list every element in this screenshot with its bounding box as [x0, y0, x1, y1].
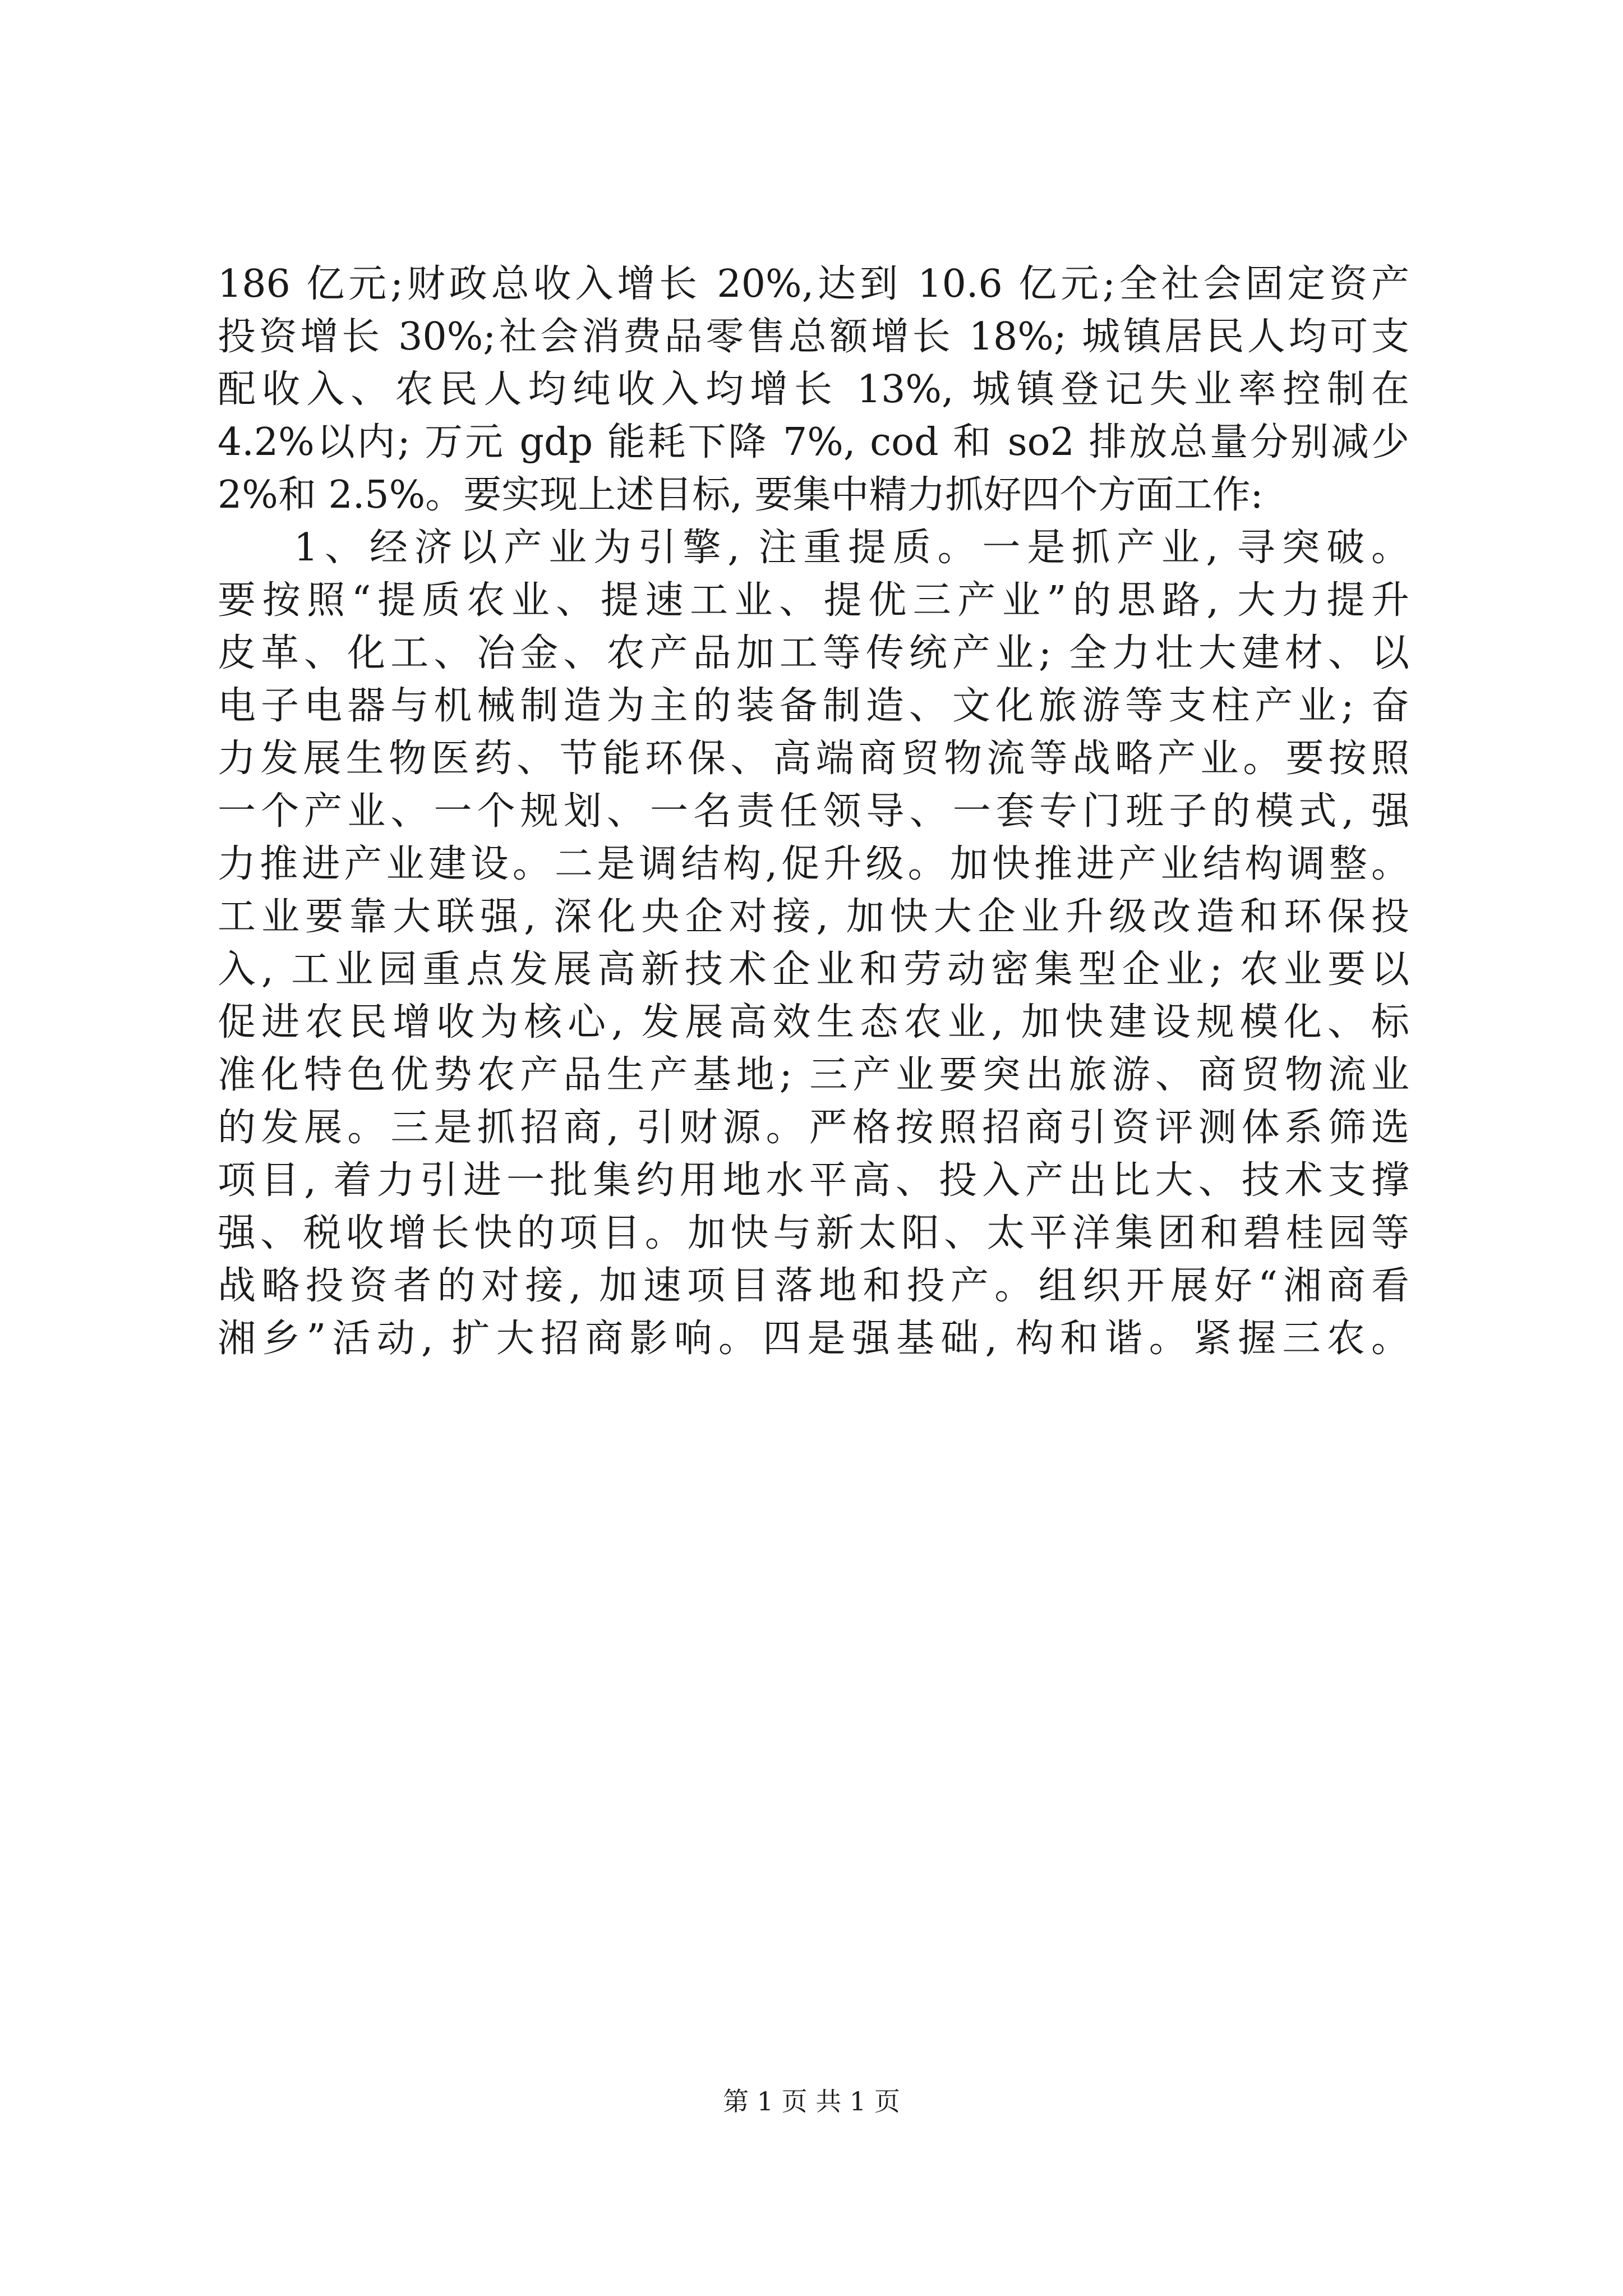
text-line: 战略投资者的对接, 加速项目落地和投产。组织开展好“湘商看	[218, 1264, 1409, 1308]
text-line: 力发展生物医药、节能环保、高端商贸物流等战略产业。要按照	[218, 737, 1409, 781]
text-line: 要按照“提质农业、提速工业、提优三产业”的思路, 大力提升	[218, 578, 1409, 623]
text-line: 的发展。三是抓招商, 引财源。严格按照招商引资评测体系筛选	[218, 1106, 1409, 1150]
text-line: 强、税收增长快的项目。加快与新太阳、太平洋集团和碧桂园等	[218, 1211, 1409, 1255]
text-line: 皮革、化工、冶金、农产品加工等传统产业; 全力壮大建材、以	[218, 631, 1409, 675]
text-line: 准化特色优势农产品生产基地; 三产业要突出旅游、商贸物流业	[218, 1053, 1409, 1097]
text-line: 项目, 着力引进一批集约用地水平高、投入产出比大、技术支撑	[218, 1158, 1409, 1203]
text-line: 配收入、农民人均纯收入均增长 13%, 城镇登记失业率控制在	[218, 367, 1409, 412]
text-line: 电子电器与机械制造为主的装备制造、文化旅游等支柱产业; 奋	[218, 684, 1409, 728]
text-line: 投资增长 30%;社会消费品零售总额增长 18%; 城镇居民人均可支	[218, 315, 1409, 359]
text-line: 4.2%以内; 万元 gdp 能耗下降 7%, cod 和 so2 排放总量分别减少	[218, 420, 1409, 464]
text-line: 1、经济以产业为引擎, 注重提质。一是抓产业, 寻突破。	[294, 526, 1409, 570]
text-line: 2%和 2.5%。要实现上述目标, 要集中精力抓好四个方面工作:	[218, 473, 1264, 517]
text-line: 工业要靠大联强, 深化央企对接, 加快大企业升级改造和环保投	[218, 895, 1409, 939]
document-body	[218, 258, 1409, 1365]
text-line: 湘乡”活动, 扩大招商影响。四是强基础, 构和谐。紧握三农。	[218, 1317, 1409, 1361]
page-number-footer: 第 1 页 共 1 页	[723, 2086, 900, 2116]
text-line: 186 亿元;财政总收入增长 20%,达到 10.6 亿元;全社会固定资产	[218, 262, 1409, 306]
text-line: 力推进产业建设。二是调结构,促升级。加快推进产业结构调整。	[218, 842, 1409, 886]
text-line: 促进农民增收为核心, 发展高效生态农业, 加快建设规模化、标	[218, 1000, 1409, 1045]
text-line: 入, 工业园重点发展高新技术企业和劳动密集型企业; 农业要以	[218, 947, 1409, 992]
text-line: 一个产业、一个规划、一名责任领导、一套专门班子的模式, 强	[218, 789, 1409, 834]
